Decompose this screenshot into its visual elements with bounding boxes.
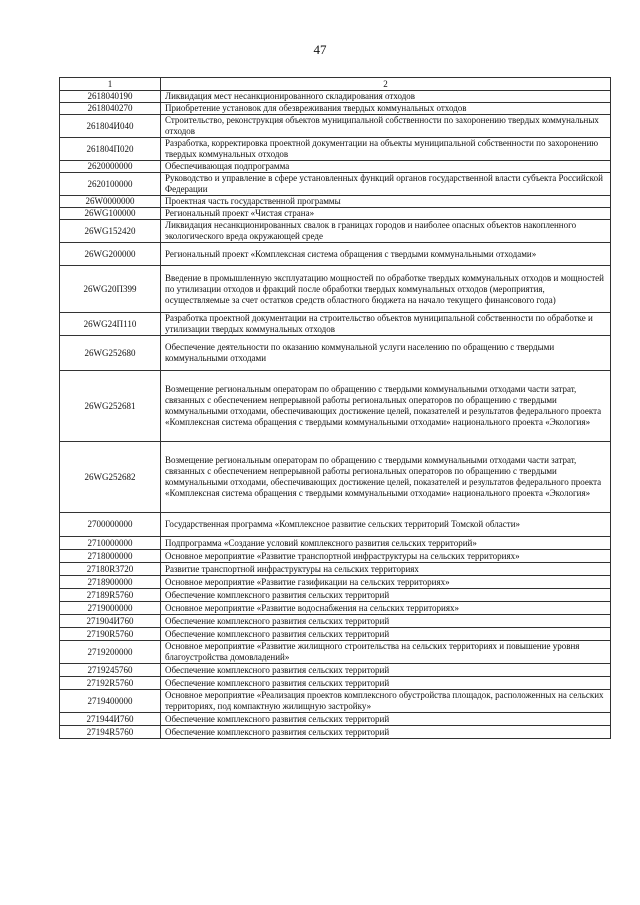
row-description: Разработка, корректировка проектной документации на объекты муниципальной собственности по захоронению твердых коммунальных отходов <box>161 138 611 161</box>
row-code: 261804И040 <box>60 115 161 138</box>
table-row <box>60 690 611 713</box>
table-row <box>60 91 611 103</box>
row-description: Обеспечение комплексного развития сельских территорий <box>161 615 611 628</box>
row-code: 26WG20П399 <box>60 266 161 313</box>
table-row <box>60 677 611 690</box>
row-code: 2718000000 <box>60 550 161 563</box>
row-description: Ликвидация мест несанкционированного складирования отходов <box>161 91 611 103</box>
row-code: 27192R5760 <box>60 677 161 690</box>
row-code: 2719245760 <box>60 664 161 677</box>
row-description: Проектная часть государственной программы <box>161 196 611 208</box>
row-description: Государственная программа «Комплексное развитие сельских территорий Томской области» <box>161 513 611 537</box>
table-row <box>60 726 611 739</box>
column-header-description: 2 <box>161 78 611 91</box>
table-row <box>60 513 611 537</box>
table-row <box>60 615 611 628</box>
table-row <box>60 208 611 220</box>
row-description: Ликвидация несанкционированных свалок в границах городов и наиболее опасных объектов накопленного экологического вреда окружающей среде <box>161 220 611 243</box>
table-row <box>60 196 611 208</box>
table-row <box>60 602 611 615</box>
row-description: Обеспечение комплексного развития сельских территорий <box>161 664 611 677</box>
row-code: 2618040190 <box>60 91 161 103</box>
row-description: Обеспечение комплексного развития сельских территорий <box>161 628 611 641</box>
row-description: Обеспечение комплексного развития сельских территорий <box>161 713 611 726</box>
row-code: 27180R3720 <box>60 563 161 576</box>
table-row <box>60 537 611 550</box>
table-row <box>60 173 611 196</box>
row-code: 26W0000000 <box>60 196 161 208</box>
table-row <box>60 161 611 173</box>
row-description: Основное мероприятие «Реализация проектов комплексного обустройства площадок, расположенных на сельских территориях, под компактную жилищную застройку» <box>161 690 611 713</box>
table-row <box>60 371 611 442</box>
row-code: 26WG152420 <box>60 220 161 243</box>
row-code: 2710000000 <box>60 537 161 550</box>
row-description: Региональный проект «Чистая страна» <box>161 208 611 220</box>
table-header-row <box>60 78 611 91</box>
page-number: 47 <box>313 42 327 57</box>
row-description: Введение в промышленную эксплуатацию мощностей по обработке твердых коммунальных отходов и мощностей по утилизации отходов и фракций после обработки твердых коммунальных отходов (мероприятия, осуществляемые за счет остатков средств областного бюджета на начало текущего финансового года) <box>161 266 611 313</box>
row-code: 2719400000 <box>60 690 161 713</box>
row-description: Основное мероприятие «Развитие жилищного строительства на сельских территориях и повышение уровня благоустройства домовладений» <box>161 641 611 664</box>
row-description: Основное мероприятие «Развитие газификации на сельских территориях» <box>161 576 611 589</box>
row-code: 27189R5760 <box>60 589 161 602</box>
row-description: Руководство и управление в сфере установленных функций органов государственной власти субъекта Российской Федерации <box>161 173 611 196</box>
row-description: Основное мероприятие «Развитие транспортной инфраструктуры на сельских территориях» <box>161 550 611 563</box>
row-description: Возмещение региональным операторам по обращению с твердыми коммунальными отходами части затрат, связанных с обеспечением непрерывной работы региональных операторов по обращению с твердыми коммунальными отходами, обеспечивающих достижение целей, показателей и результатов федерального проекта «Комплексная система обращения с твердыми коммунальными отходами» национального проекта «Экология» <box>161 442 611 513</box>
row-description: Строительство, реконструкция объектов муниципальной собственности по захоронению твердых коммунальных отходов <box>161 115 611 138</box>
table-row <box>60 563 611 576</box>
table-row <box>60 442 611 513</box>
table-row <box>60 243 611 266</box>
table-row <box>60 336 611 371</box>
row-code: 26WG24П110 <box>60 313 161 336</box>
table-row <box>60 266 611 313</box>
row-code: 2620000000 <box>60 161 161 173</box>
row-code: 271904И760 <box>60 615 161 628</box>
row-code: 26WG252681 <box>60 371 161 442</box>
table-row <box>60 664 611 677</box>
row-description: Обеспечение комплексного развития сельских территорий <box>161 726 611 739</box>
row-description: Региональный проект «Комплексная система обращения с твердыми коммунальными отходами» <box>161 243 611 266</box>
table-row <box>60 589 611 602</box>
budget-classification-table <box>59 77 611 739</box>
row-description: Приобретение установок для обезвреживания твердых коммунальных отходов <box>161 103 611 115</box>
row-code: 27194R5760 <box>60 726 161 739</box>
row-code: 26WG100000 <box>60 208 161 220</box>
row-description: Возмещение региональным операторам по обращению с твердыми коммунальными отходами части затрат, связанных с обеспечением непрерывной работы региональных операторов по обращению с твердыми коммунальными отходами, обеспечивающих достижение целей, показателей и результатов федерального проекта «Комплексная система обращения с твердыми коммунальными отходами» национального проекта «Экология» <box>161 371 611 442</box>
row-description: Разработка проектной документации на строительство объектов муниципальной собственности по обработке и утилизации твердых коммунальных отходов <box>161 313 611 336</box>
row-code: 26WG200000 <box>60 243 161 266</box>
row-code: 26WG252680 <box>60 336 161 371</box>
row-code: 2620100000 <box>60 173 161 196</box>
table-row <box>60 641 611 664</box>
row-code: 2700000000 <box>60 513 161 537</box>
row-description: Подпрограмма «Создание условий комплексного развития сельских территорий» <box>161 537 611 550</box>
table-row <box>60 313 611 336</box>
table-row <box>60 713 611 726</box>
row-code: 27190R5760 <box>60 628 161 641</box>
row-code: 2618040270 <box>60 103 161 115</box>
table-row <box>60 103 611 115</box>
row-code: 261804П020 <box>60 138 161 161</box>
column-header-code: 1 <box>60 78 161 91</box>
row-description: Обеспечивающая подпрограмма <box>161 161 611 173</box>
table-row <box>60 628 611 641</box>
row-code: 2719200000 <box>60 641 161 664</box>
table-row <box>60 220 611 243</box>
row-description: Обеспечение комплексного развития сельских территорий <box>161 589 611 602</box>
row-code: 271944И760 <box>60 713 161 726</box>
row-code: 2719000000 <box>60 602 161 615</box>
row-description: Основное мероприятие «Развитие водоснабжения на сельских территориях» <box>161 602 611 615</box>
row-description: Обеспечение деятельности по оказанию коммунальной услуги населению по обращению с твердыми коммунальными отходами <box>161 336 611 371</box>
table-row <box>60 550 611 563</box>
row-code: 2718900000 <box>60 576 161 589</box>
row-description: Развитие транспортной инфраструктуры на сельских территориях <box>161 563 611 576</box>
table-row <box>60 115 611 138</box>
table-row <box>60 138 611 161</box>
table-row <box>60 576 611 589</box>
row-description: Обеспечение комплексного развития сельских территорий <box>161 677 611 690</box>
row-code: 26WG252682 <box>60 442 161 513</box>
